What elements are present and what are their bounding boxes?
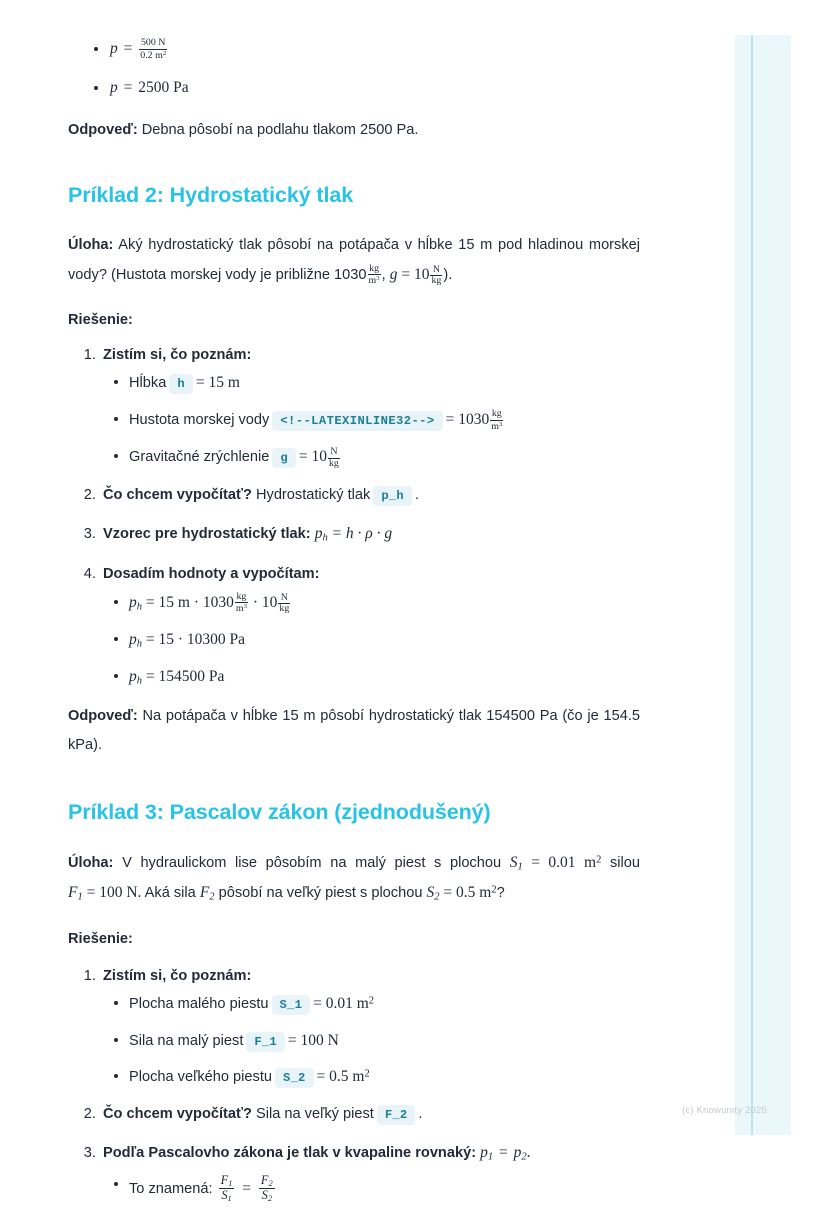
list-item xyxy=(100,522,640,547)
list-item xyxy=(110,77,640,99)
sub-label: Plocha malého piestu xyxy=(129,996,269,1013)
example3-task: Úloha: V hydraulickom lise pôsobím na malý piest s plochou $S_1 = 0.01$ $m^2$ silou $F_1 = 100$ N. Aká sila $F_2$ pôsobí na veľký piest s plochou $S_2 = 0.5$ $m^2$? xyxy=(68,854,641,903)
step-sublist xyxy=(103,372,640,469)
code-chip-g: g xyxy=(272,448,296,468)
step-title: Dosadím hodnoty a vypočítam: xyxy=(103,566,320,583)
list-item: Hustota morskej vody <!--LATEXINLINE32--> = 1030 $\frac{kg}{m^3}$ xyxy=(129,409,640,432)
value: = 15 m xyxy=(195,374,240,392)
example1-answer xyxy=(68,116,640,144)
answer-text: Debna pôsobí na podlahu tlakom 2500 Pa. xyxy=(141,121,419,138)
step-sublist xyxy=(103,1174,640,1203)
task-text: Aký hydrostatický tlak pôsobí na potápača v hĺbke 15 m pod hladinou morskej vody? (Hustota morskej vody je približne 1030 xyxy=(68,237,640,283)
list-item: Plocha malého piestu S_1 = 0.01 $m^2$ xyxy=(129,993,640,1015)
example3-solution-label: Riešenie: xyxy=(68,930,133,947)
code-chip-f2: F_2 xyxy=(377,1105,416,1125)
step-text: Hydrostatický tlak xyxy=(255,486,371,503)
formula-step: $p_h = 15 \cdot 10300$ Pa xyxy=(129,631,246,650)
sub-label: To znamená: xyxy=(129,1180,213,1197)
formula-pascal: $p_1 = p_2$. xyxy=(480,1144,531,1163)
answer-label: Odpoveď: xyxy=(68,121,138,138)
formula-p-fraction: p = $\frac{500 N}{0.2 m^2}$ xyxy=(110,37,167,61)
step-sublist xyxy=(103,592,640,689)
fraction-f1-s1: $\frac{F_1}{S_1}$ xyxy=(220,1172,233,1203)
step-title: Vzorec pre hydrostatický tlak: xyxy=(103,526,311,543)
step-title: Čo chcem vypočítať? xyxy=(103,486,252,503)
fraction-g: $\frac{N}{kg}$ xyxy=(431,263,442,287)
code-chip-latexinline: <!--LATEXINLINE32--> xyxy=(272,411,442,431)
answer-text: Na potápača v hĺbke 15 m pôsobí hydrostatický tlak 154500 Pa (čo je 154.5 kPa). xyxy=(68,708,640,753)
page-side-strip xyxy=(735,35,791,1135)
list-item: Gravitačné zrýchlenie g = 10 $\frac{N}{kg}$ xyxy=(129,446,640,469)
sub-label: Sila na malý piest xyxy=(129,1032,244,1049)
example2-steps xyxy=(68,344,640,689)
formula-result: $p_h = 154500$ Pa xyxy=(129,667,225,687)
step-title: Čo chcem vypočítať? xyxy=(103,1105,252,1122)
formula-p-value: p = 2500 Pa xyxy=(110,79,189,97)
list-item xyxy=(129,1174,640,1203)
list-item xyxy=(129,592,640,615)
step-title: Zistím si, čo poznám: xyxy=(103,967,252,984)
list-item xyxy=(100,965,640,1089)
list-item xyxy=(100,563,640,688)
example2-task: Úloha: Aký hydrostatický tlak pôsobí na potápača v hĺbke 15 m pod hladinou morskej vody? (Hustota morskej vody je približne 1030 $\frac{kg}{m^3}$ , g = 10 $\frac{N}{kg}$ ). xyxy=(68,237,640,287)
list-item xyxy=(100,1141,640,1203)
list-item xyxy=(100,484,640,507)
code-chip-ph: p_h xyxy=(373,486,412,506)
task-label: Úloha: xyxy=(68,855,114,872)
document-content xyxy=(68,0,640,1217)
step-sublist xyxy=(103,993,640,1088)
example2-heading: Príklad 2: Hydrostatický tlak xyxy=(68,183,354,208)
example2-solution-label: Riešenie: xyxy=(68,311,133,328)
formula-ratio: $\frac{F_1}{S_1}$ = $\frac{F_2}{S_2}$ xyxy=(220,1172,273,1203)
step-suffix: . xyxy=(418,1105,423,1122)
example3-heading: Príklad 3: Pascalov zákon (zjednodušený) xyxy=(68,800,491,825)
example2-answer xyxy=(68,702,640,759)
fraction-density: $\frac{kg}{m^3}$ xyxy=(368,262,380,287)
copyright-watermark: (c) Knowunity 2025 xyxy=(682,1105,767,1116)
answer-label: Odpoveď: xyxy=(68,708,138,725)
list-item xyxy=(129,666,640,689)
fraction: $\frac{N}{kg}$ xyxy=(279,591,290,615)
step-suffix: . xyxy=(414,486,419,503)
list-item xyxy=(129,629,640,652)
code-chip-s2: S_2 xyxy=(275,1068,314,1088)
sub-label: Gravitačné zrýchlenie xyxy=(129,449,270,466)
code-chip-s1: S_1 xyxy=(272,995,311,1015)
example3-steps xyxy=(68,965,640,1204)
list-item xyxy=(100,1103,640,1126)
step-title: Podľa Pascalovho zákona je tlak v kvapaline rovnaký: xyxy=(103,1145,477,1162)
list-item xyxy=(129,372,640,394)
sub-label: Hĺbka xyxy=(129,375,167,392)
fraction-f2-s2: $\frac{F_2}{S_2}$ xyxy=(260,1172,273,1203)
page-side-rule xyxy=(751,35,753,1135)
fraction: $\frac{kg}{m^3}$ xyxy=(491,407,503,432)
list-item xyxy=(100,344,640,470)
example1-result-list xyxy=(68,38,640,100)
fraction: $\frac{500 N}{0.2 m^2}$ xyxy=(140,37,167,61)
formula-hydrostatic: $p_h = h \cdot \rho \cdot g$ xyxy=(314,525,393,544)
list-item xyxy=(110,38,640,61)
step-text: Sila na veľký piest xyxy=(255,1105,374,1122)
step-title: Zistím si, čo poznám: xyxy=(103,346,252,363)
sub-label: Plocha veľkého piestu xyxy=(129,1069,272,1086)
code-chip-h: h xyxy=(169,374,193,394)
fraction: $\frac{kg}{m^3}$ xyxy=(235,590,247,615)
list-item: Plocha veľkého piestu S_2 = 0.5 $m^2$ xyxy=(129,1066,640,1088)
fraction: $\frac{N}{kg}$ xyxy=(328,446,339,470)
task-label: Úloha: xyxy=(68,237,114,254)
sub-label: Hustota morskej vody xyxy=(129,411,270,428)
list-item: Sila na malý piest F_1 = 100 N xyxy=(129,1030,640,1052)
formula-substitution: $p_h = 15$ m · 1030 $\frac{kg}{m^3}$ · 10 $\frac{N}{kg}$ xyxy=(129,590,290,615)
code-chip-f1: F_1 xyxy=(246,1032,285,1052)
